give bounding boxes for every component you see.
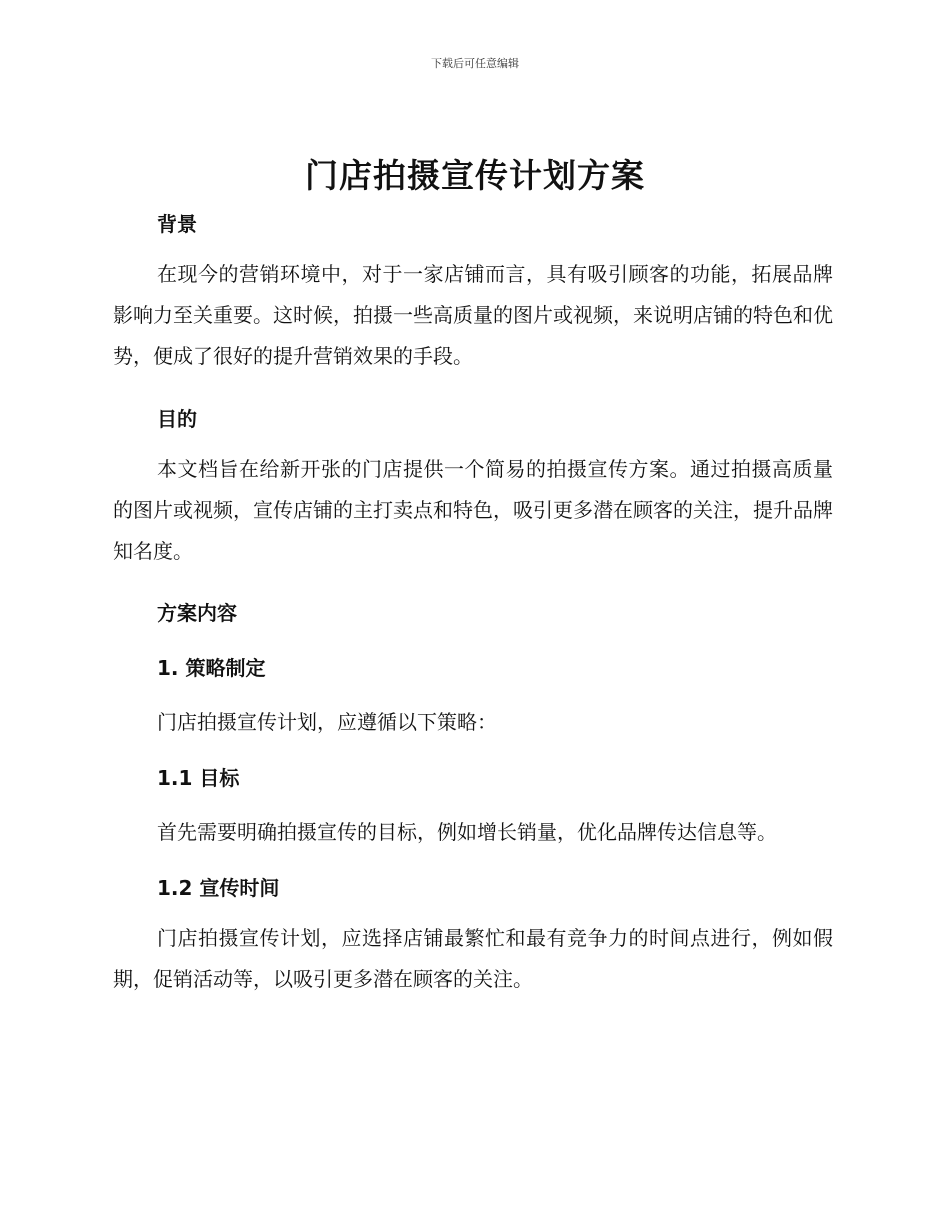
paragraph-goal: 首先需要明确拍摄宣传的目标，例如增长销量，优化品牌传达信息等。: [157, 820, 777, 844]
paragraph-strategy: 门店拍摄宣传计划，应遵循以下策略：: [157, 710, 497, 734]
heading-purpose: 目的: [157, 407, 197, 431]
header-note: 下载后可任意编辑: [431, 57, 519, 70]
heading-time: 1.2 宣传时间: [157, 876, 280, 900]
paragraph-background: 在现今的营销环境中，对于一家店铺而言，具有吸引顾客的功能，拓展品牌影响力至关重要。这时候，拍摄一些高质量的图片或视频，来说明店铺的特色和优势，便成了很好的提升营销效果的手段。: [113, 262, 833, 368]
paragraph-purpose: 本文档旨在给新开张的门店提供一个简易的拍摄宣传方案。通过拍摄高质量的图片或视频，宣传店铺的主打卖点和特色，吸引更多潜在顾客的关注，提升品牌知名度。: [113, 457, 833, 563]
heading-background: 背景: [157, 212, 197, 236]
document-title: 门店拍摄宣传计划方案: [305, 156, 645, 195]
heading-strategy: 1. 策略制定: [157, 656, 266, 680]
heading-goal: 1.1 目标: [157, 766, 240, 790]
paragraph-time: 门店拍摄宣传计划，应选择店铺最繁忙和最有竞争力的时间点进行，例如假期，促销活动等，以吸引更多潜在顾客的关注。: [113, 926, 833, 991]
heading-plan: 方案内容: [157, 601, 237, 625]
